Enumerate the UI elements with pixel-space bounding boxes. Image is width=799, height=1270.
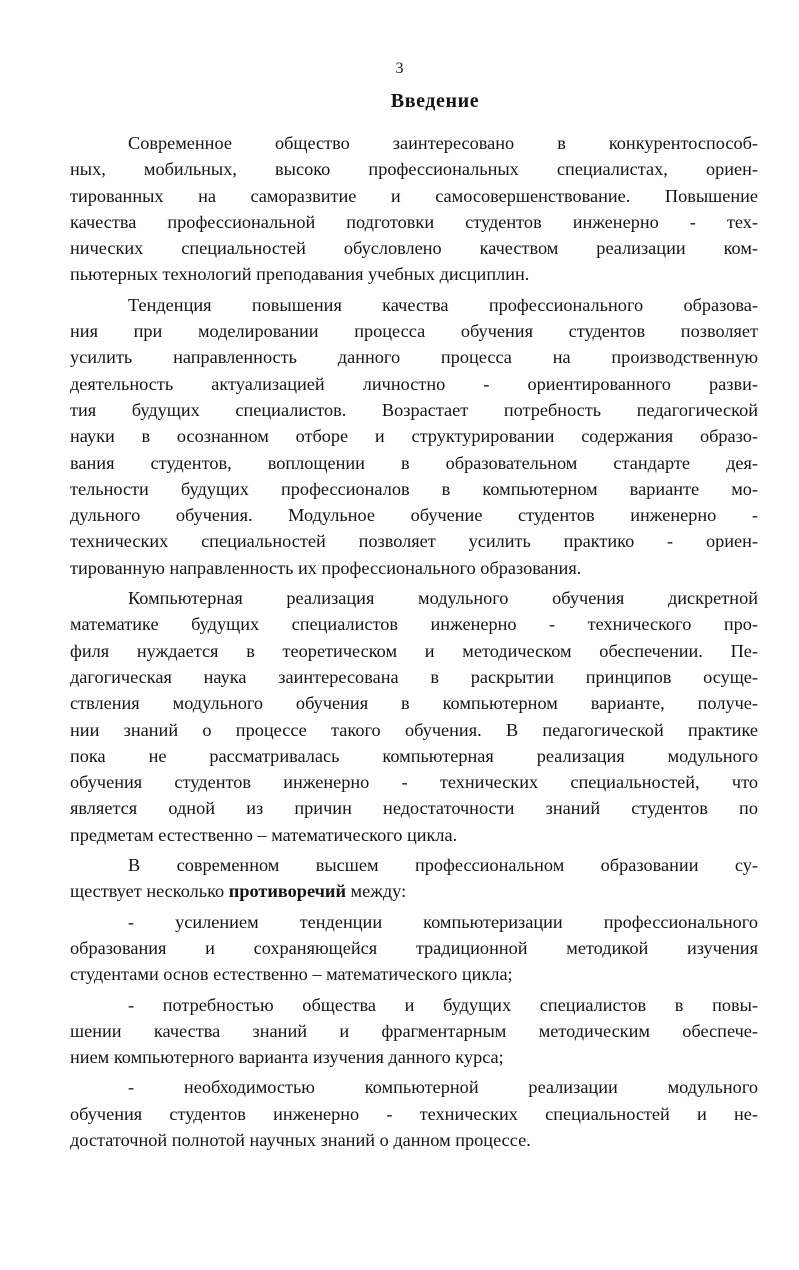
text-line: науки в осознанном отборе и структурировании содержания образо-: [70, 426, 758, 447]
text-fragment: между:: [345, 881, 407, 902]
text-line: пока не рассматривалась компьютерная реализация модульного: [70, 745, 758, 766]
text-line: Современное общество заинтересовано в конкурентоспособ-: [128, 133, 758, 153]
text-line: - необходимостью компьютерной реализации модульного: [128, 1077, 758, 1098]
text-line: дульного обучения. Модульное обучение студентов инженерно -: [70, 505, 758, 526]
text-line: вания студентов, воплощении в образовательном стандарте дея-: [70, 452, 758, 473]
text-line: - потребностью общества и будущих специалистов в повы-: [128, 994, 758, 1015]
text-line: является одной из причин недостаточности знаний студентов по: [70, 798, 758, 819]
text-line: филя нуждается в теоретическом и методическом обеспечении. Пе-: [70, 640, 758, 661]
paragraph-1: [70, 130, 758, 288]
paragraph-2: [70, 292, 758, 581]
text-line: деятельность актуализацией личностно - ориентированного разви-: [70, 373, 758, 394]
text-line: пьютерных технологий преподавания учебных дисциплин.: [70, 264, 530, 285]
text-line: нием компьютерного варианта изучения данного курса;: [70, 1047, 504, 1068]
text-line: [70, 878, 758, 904]
text-line: предметам естественно – математического цикла.: [70, 824, 458, 845]
paragraph-3: [70, 585, 758, 848]
list-item-2: [70, 992, 758, 1071]
text-line: тия будущих специалистов. Возрастает потребность педагогической: [70, 399, 758, 420]
text-line: качества профессиональной подготовки студентов инженерно - тех-: [70, 211, 758, 232]
text-line: Тенденция повышения качества профессионального образова-: [128, 294, 758, 315]
document-body: [70, 130, 758, 1153]
text-fragment: ществует несколько: [70, 881, 229, 902]
section-title: Введение: [390, 90, 480, 112]
text-line: Компьютерная реализация модульного обучения дискретной: [128, 588, 758, 609]
text-line: образования и сохраняющейся традиционной методикой изучения: [70, 937, 758, 958]
list-item-1: [70, 909, 758, 988]
text-line: обучения студентов инженерно - технических специальностей и не-: [70, 1103, 758, 1124]
text-line: - усилением тенденции компьютеризации профессионального: [128, 911, 758, 932]
text-line: нических специальностей обусловлено качеством реализации ком-: [70, 238, 758, 259]
emphasized-term: противоречий: [228, 881, 346, 902]
text-line: дагогическая наука заинтересована в раскрытии принципов осуще-: [70, 666, 758, 687]
text-line: ных, мобильных, высоко профессиональных специалистах, ориен-: [70, 159, 758, 180]
text-line: тельности будущих профессионалов в компьютерном варианте мо-: [70, 478, 758, 499]
text-line: усилить направленность данного процесса на производственную: [70, 347, 758, 368]
text-line: достаточной полнотой научных знаний о данном процессе.: [70, 1129, 531, 1150]
text-line: технических специальностей позволяет усилить практико - ориен-: [70, 531, 758, 552]
text-line: студентами основ естественно – математического цикла;: [70, 964, 513, 985]
text-line: ния при моделировании процесса обучения студентов позволяет: [70, 321, 758, 342]
text-line: ствления модульного обучения в компьютерном варианте, получе-: [70, 693, 758, 714]
text-line: В современном высшем профессиональном образовании су-: [128, 855, 758, 876]
text-line: тированную направленность их профессионального образования.: [70, 557, 582, 578]
text-line: математике будущих специалистов инженерно - технического про-: [70, 614, 758, 635]
text-line: обучения студентов инженерно - технических специальностей, что: [70, 772, 758, 793]
list-item-3: [70, 1074, 758, 1153]
paragraph-4: [70, 852, 758, 905]
text-line: тированных на саморазвитие и самосовершенствование. Повышение: [70, 185, 758, 206]
text-line: нии знаний о процессе такого обучения. В педагогической практике: [70, 719, 758, 740]
page-number: 3: [395, 60, 404, 77]
text-line: шении качества знаний и фрагментарным методическим обеспече-: [70, 1020, 758, 1041]
